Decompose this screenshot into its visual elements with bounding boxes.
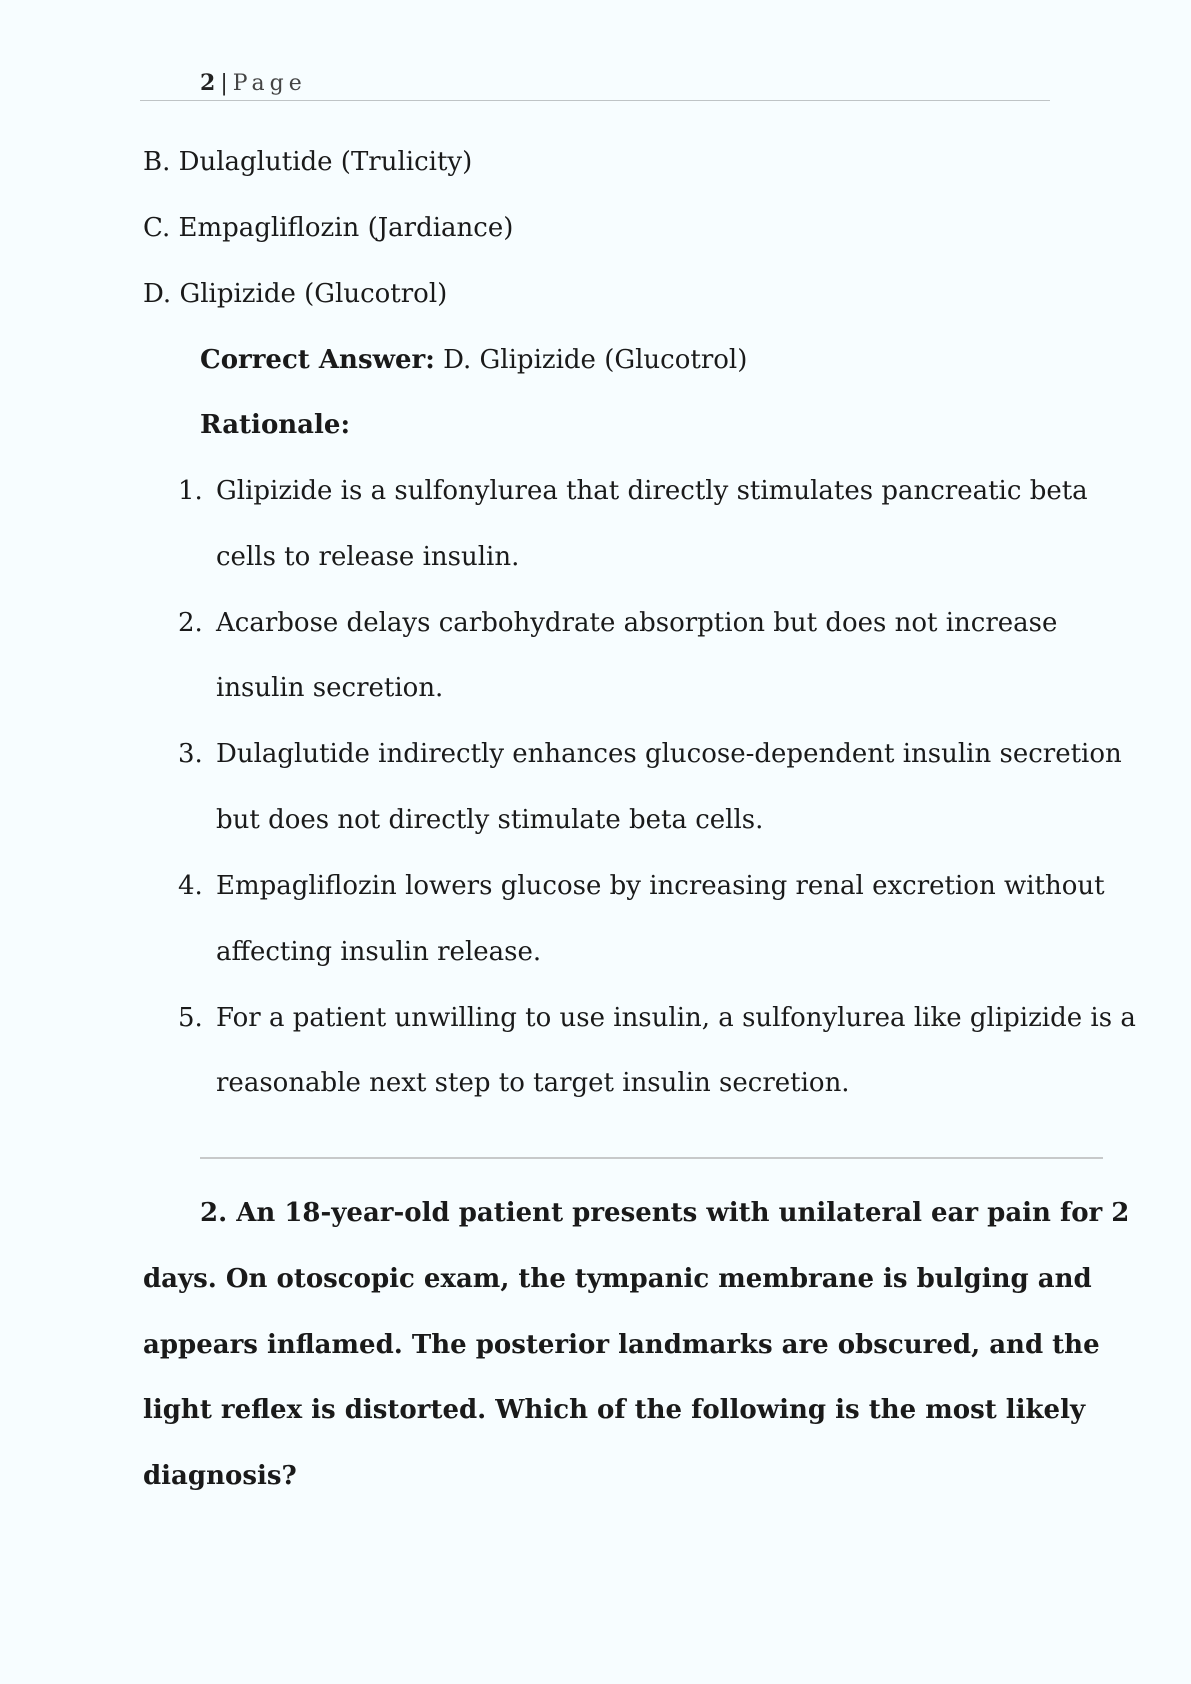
rationale-item-text: Acarbose delays carbohydrate absorption but does not increase — [216, 608, 1058, 638]
question-text: light reflex is distorted. Which of the following is the most likely — [143, 1395, 1086, 1425]
question-text: 2. An 18-year-old patient presents with unilateral ear pain for 2 — [200, 1198, 1130, 1228]
rationale-item-text: Glipizide is a sulfonylurea that directly stimulates pancreatic beta — [216, 476, 1088, 506]
question-text: appears inflamed. The posterior landmarks are obscured, and the — [143, 1330, 1100, 1360]
correct-answer-label: Correct Answer: — [200, 345, 435, 375]
rationale-item-text: affecting insulin release. — [216, 937, 542, 967]
option-d: D. Glipizide (Glucotrol) — [143, 279, 448, 309]
header-divider — [140, 100, 1050, 101]
header-separator: | — [220, 71, 229, 96]
rationale-item-text: insulin secretion. — [216, 673, 444, 703]
rationale-item-text: cells to release insulin. — [216, 542, 520, 572]
question-text: days. On otoscopic exam, the tympanic membrane is bulging and — [143, 1264, 1092, 1294]
rationale-item-number: 4. — [178, 871, 203, 901]
section-divider — [200, 1157, 1103, 1159]
option-c: C. Empagliflozin (Jardiance) — [143, 213, 514, 243]
rationale-heading: Rationale: — [200, 410, 351, 440]
page-number: 2 — [200, 70, 217, 96]
page-header — [200, 70, 307, 96]
question-text: diagnosis? — [143, 1461, 297, 1491]
rationale-item-number: 3. — [178, 739, 203, 769]
rationale-item-text: Empagliflozin lowers glucose by increasing renal excretion without — [216, 871, 1105, 901]
option-b: B. Dulaglutide (Trulicity) — [143, 147, 473, 177]
page-word: Page — [232, 71, 307, 96]
rationale-item-number: 2. — [178, 608, 203, 638]
rationale-item-text: but does not directly stimulate beta cells. — [216, 805, 764, 835]
rationale-item-text: Dulaglutide indirectly enhances glucose-dependent insulin secretion — [216, 739, 1122, 769]
rationale-item-number: 5. — [178, 1003, 203, 1033]
rationale-item-text: For a patient unwilling to use insulin, a sulfonylurea like glipizide is a — [216, 1003, 1136, 1033]
rationale-item-number: 1. — [178, 476, 203, 506]
rationale-item-text: reasonable next step to target insulin secretion. — [216, 1068, 850, 1098]
correct-answer-value: D. Glipizide (Glucotrol) — [443, 345, 748, 375]
correct-answer — [200, 344, 747, 376]
